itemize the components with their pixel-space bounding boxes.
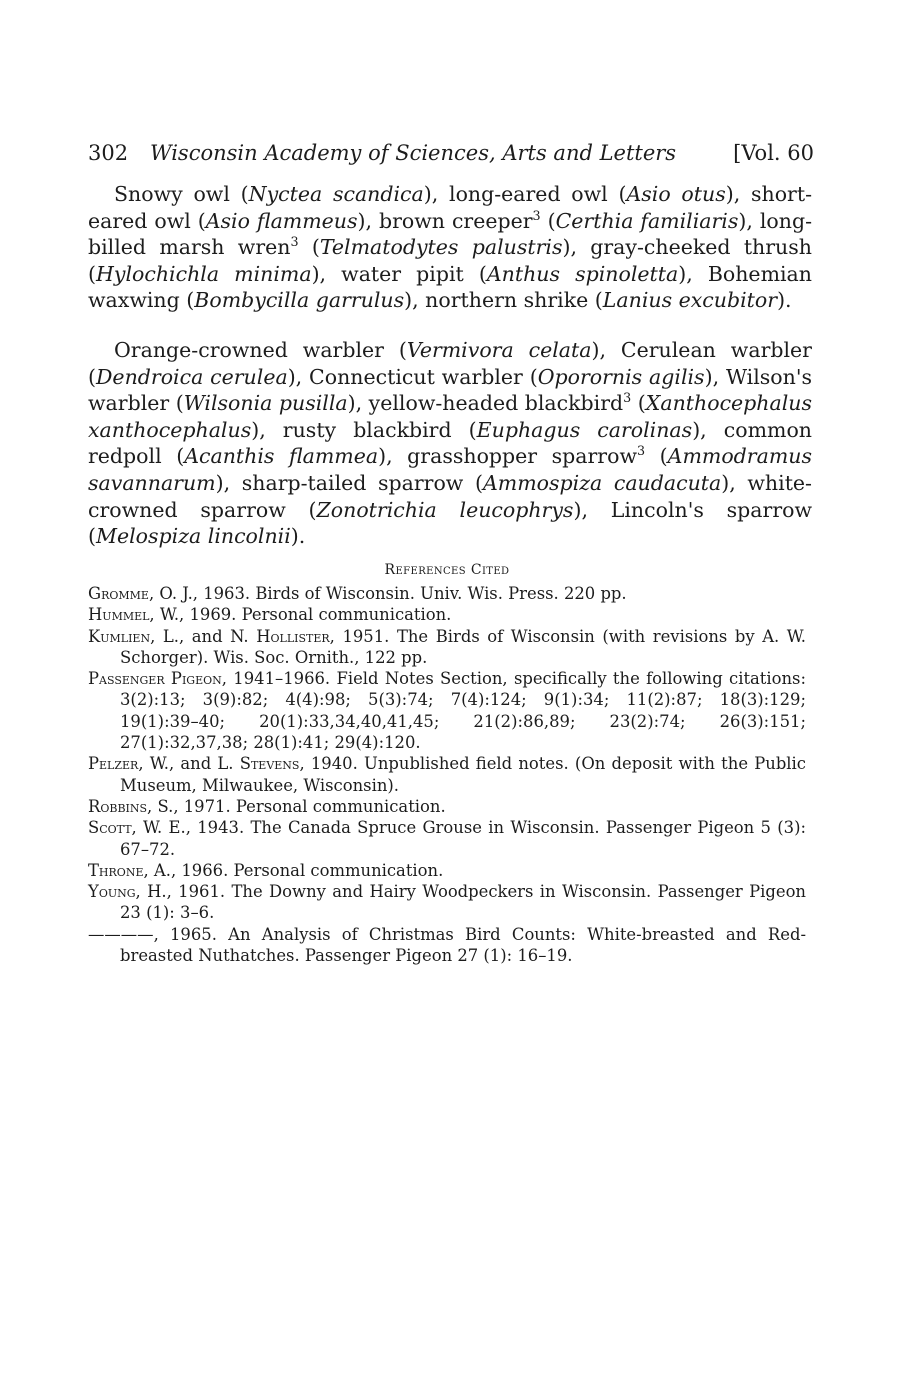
reference-entry: Scott, W. E., 1943. The Canada Spruce Grouse in Wisconsin. Passenger Pigeon 5 (3): 67–72. (88, 818, 806, 859)
journal-title: Wisconsin Academy of Sciences, Arts and Letters (150, 141, 677, 165)
reference-entry: Passenger Pigeon, 1941–1966. Field Notes Section, specifically the following citations: 3(2):13; 3(9):82; 4(4):98; 5(3):74; 7(4):124; 9(1):34; 11(2):87; 18(3):129; 19(1):39–40; 20(1):33,34,40,41,45; 21(2):86,89; 23(2):74; 26(3):151; 27(1):32,37,38; 28(1):41; 29(4):120. (88, 669, 806, 753)
page-number: 302 (88, 141, 129, 165)
reference-entry: Young, H., 1961. The Downy and Hairy Woodpeckers in Wisconsin. Passenger Pigeon 23 (1): 3–6. (88, 882, 806, 923)
species-paragraph-2: Orange-crowned warbler (Vermivora celata), Cerulean warbler (Dendroica cerulea), Connecticut warbler (Oporornis agilis), Wilson's warbler (Wilsonia pusilla), yellow-headed blackbird$^3$ (Xanthocephalus xanthocephalus), rusty blackbird (Euphagus carolinas), common redpoll (Acanthis flammea), grasshopper sparrow$^3$ (Ammodramus savannarum), sharp-tailed sparrow (Ammospiza caudacuta), white-crowned sparrow (Zonotrichia leucophrys), Lincoln's sparrow (Melospiza lincolnii). (88, 338, 813, 549)
reference-entry: ————, 1965. An Analysis of Christmas Bird Counts: White-breasted and Red-breasted Nuthatches. Passenger Pigeon 27 (1): 16–19. (88, 924, 806, 966)
references-list (88, 583, 806, 966)
reference-entry: Robbins, S., 1971. Personal communication. (88, 796, 446, 816)
species-paragraph-1: Snowy owl (Nyctea scandica), long-eared owl (Asio otus), short-eared owl (Asio flammeus), brown creeper$^3$ (Certhia familiaris), long-billed marsh wren$^3$ (Telmatodytes palustris), gray-cheeked thrush (Hylochichla minima), water pipit (Anthus spinoletta), Bohemian waxwing (Bombycilla garrulus), northern shrike (Lanius excubitor). (88, 182, 813, 313)
references-heading: References Cited (384, 562, 510, 578)
running-header (88, 136, 814, 170)
reference-entry: Kumlien, L., and N. Hollister, 1951. The Birds of Wisconsin (with revisions by A. W. Schorger). Wis. Soc. Ornith., 122 pp. (88, 626, 806, 667)
reference-entry: Throne, A., 1966. Personal communication. (88, 860, 444, 880)
reference-entry: Hummel, W., 1969. Personal communication. (88, 605, 452, 625)
reference-entry: Pelzer, W., and L. Stevens, 1940. Unpublished field notes. (On deposit with the Public Museum, Milwaukee, Wisconsin). (88, 754, 806, 795)
reference-entry: Gromme, O. J., 1963. Birds of Wisconsin. Univ. Wis. Press. 220 pp. (88, 584, 627, 603)
volume-label: [Vol. 60 (733, 141, 814, 165)
